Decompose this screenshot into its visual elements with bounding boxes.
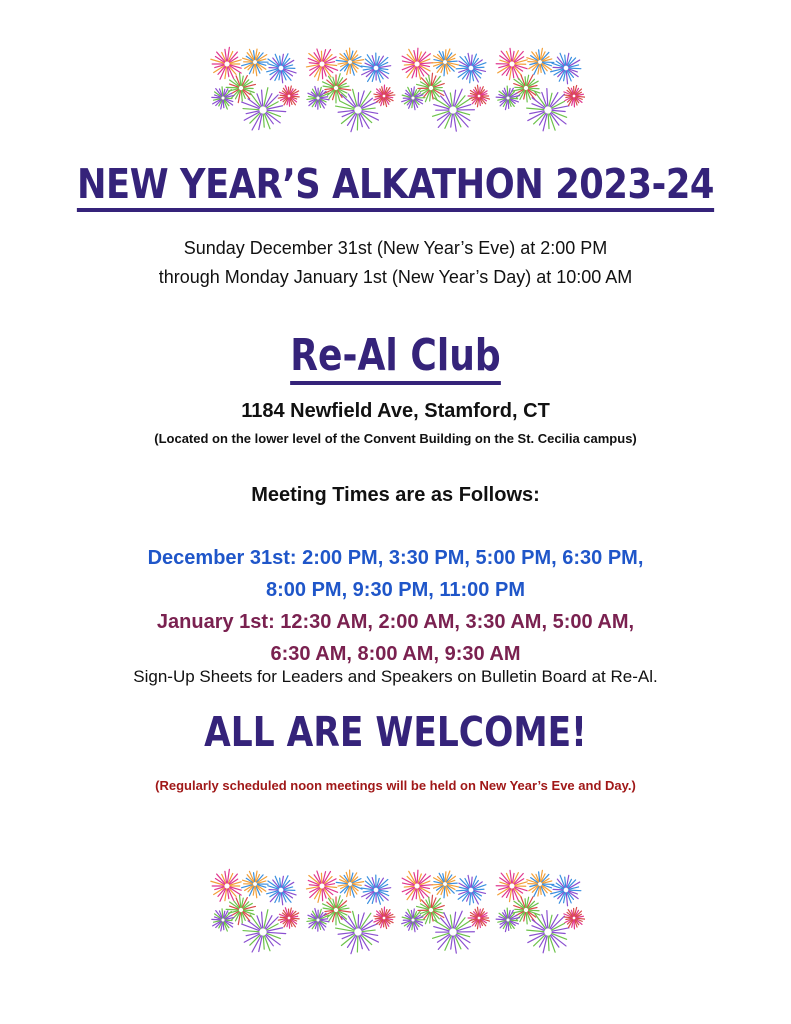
time-line-1: Sunday December 31st (New Year’s Eve) at 2:00 PM	[183, 238, 608, 258]
venue-location-note: (Located on the lower level of the Convent Building on the St. Cecilia campus)	[154, 431, 637, 446]
december-schedule	[0, 542, 791, 606]
page-title: NEW YEAR’S ALKATHON 2023-24	[55, 160, 735, 208]
fireworks-bottom	[205, 862, 585, 962]
time-line-2: through Monday January 1st (New Year’s Day) at 10:00 AM	[158, 267, 633, 287]
december-line-1: December 31st: 2:00 PM, 3:30 PM, 5:00 PM, 6:30 PM,	[147, 547, 644, 569]
december-line-2: 8:00 PM, 9:30 PM, 11:00 PM	[265, 579, 525, 601]
january-line-2: 6:30 AM, 8:00 AM, 9:30 AM	[270, 643, 521, 665]
welcome-banner: ALL ARE WELCOME!	[204, 708, 587, 756]
meeting-heading: Meeting Times are as Follows:	[251, 484, 540, 506]
venue-name: Re-Al Club	[71, 330, 720, 381]
january-line-1: January 1st: 12:30 AM, 2:00 AM, 3:30 AM, 5:00 AM,	[156, 611, 635, 633]
fireworks-icon	[205, 862, 585, 962]
fireworks-top	[205, 40, 585, 140]
venue-address: 1184 Newfield Ave, Stamford, CT	[241, 400, 550, 422]
fireworks-icon	[205, 40, 585, 140]
noon-meetings-note: (Regularly scheduled noon meetings will be held on New Year’s Eve and Day.)	[155, 778, 636, 793]
signup-note: Sign-Up Sheets for Leaders and Speakers on Bulletin Board at Re-Al.	[133, 667, 658, 686]
january-schedule	[0, 606, 791, 670]
